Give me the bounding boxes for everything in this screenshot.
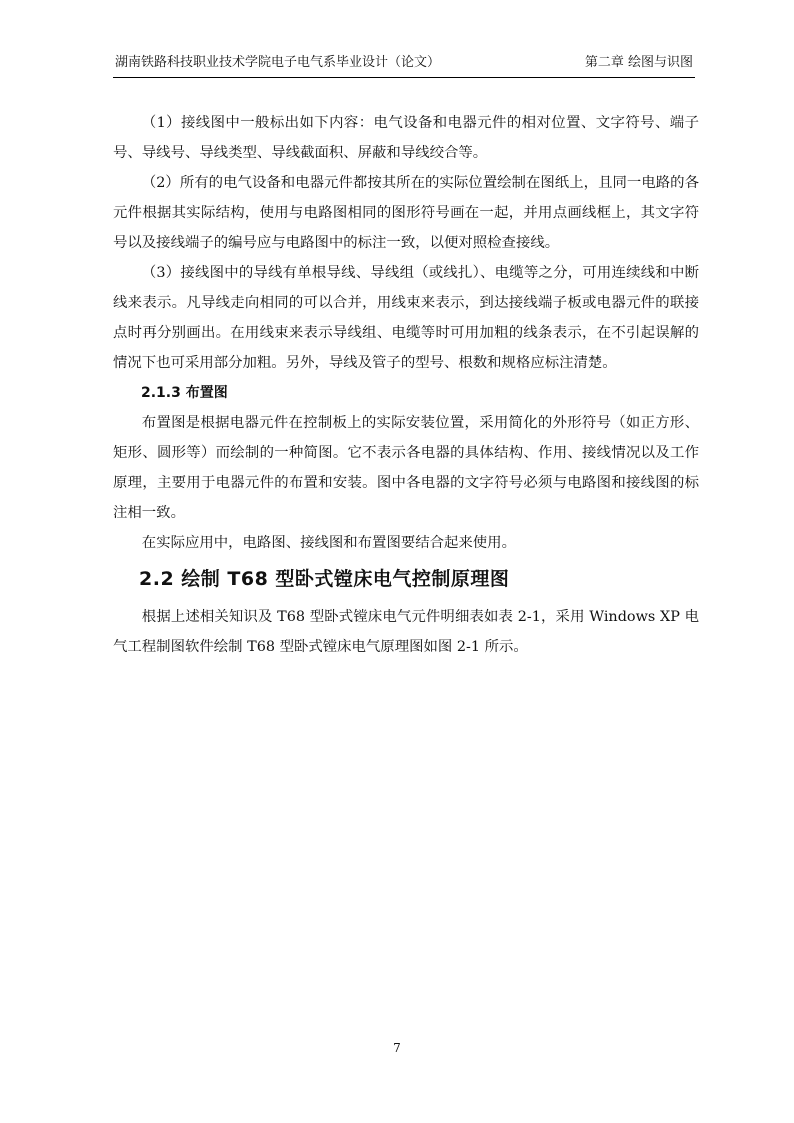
paragraph-t68-drawing: 根据上述相关知识及 T68 型卧式镗床电气元件明细表如表 2-1，采用 Windows XP 电气工程制图软件绘制 T68 型卧式镗床电气原理图如图 2-1 所示。 xyxy=(113,609,699,655)
paragraph-practical-use: 在实际应用中，电路图、接线图和布置图要结合起来使用。 xyxy=(141,535,516,551)
header-institution-title: 湖南铁路科技职业技术学院电子电气系毕业设计（论文） xyxy=(115,55,441,70)
running-header xyxy=(113,53,695,78)
page-body xyxy=(113,108,699,662)
page-number: 7 xyxy=(393,1041,401,1055)
paragraph-wire-types: （3）接线图中的导线有单根导线、导线组（或线扎）、电缆等之分，可用连续线和中断线来表示。凡导线走向相同的可以合并，用线束来表示，到达接线端子板或电器元件的联接点时再分别画出。在用线束来表示导线组、电缆等时可用加粗的线条表示，在不引起误解的情况下也可采用部分加粗。另外，导线及管子的型号、根数和规格应标注清楚。 xyxy=(113,265,699,371)
section-heading-t68: 2.2 绘制 T68 型卧式镗床电气控制原理图 xyxy=(139,568,510,590)
header-chapter-title: 第二章 绘图与识图 xyxy=(584,55,693,70)
subsection-heading-layout-diagram: 2.1.3 布置图 xyxy=(141,385,228,401)
paragraph-layout-diagram: 布置图是根据电器元件在控制板上的实际安装位置，采用简化的外形符号（如正方形、矩形、圆形等）而绘制的一种简图。它不表示各电器的具体结构、作用、接线情况以及工作原理，主要用于电器元件的布置和安装。图中各电器的文字符号必须与电路图和接线图的标注相一致。 xyxy=(113,415,699,521)
paragraph-device-placement: （2）所有的电气设备和电器元件都按其所在的实际位置绘制在图纸上，且同一电路的各元件根据其实际结构，使用与电路图相同的图形符号画在一起，并用点画线框上，其文字符号以及接线端子的编号应与电路图中的标注一致，以便对照检查接线。 xyxy=(113,175,699,251)
paragraph-wiring-content: （1）接线图中一般标出如下内容：电气设备和电器元件的相对位置、文字符号、端子号、导线号、导线类型、导线截面积、屏蔽和导线绞合等。 xyxy=(113,115,699,161)
